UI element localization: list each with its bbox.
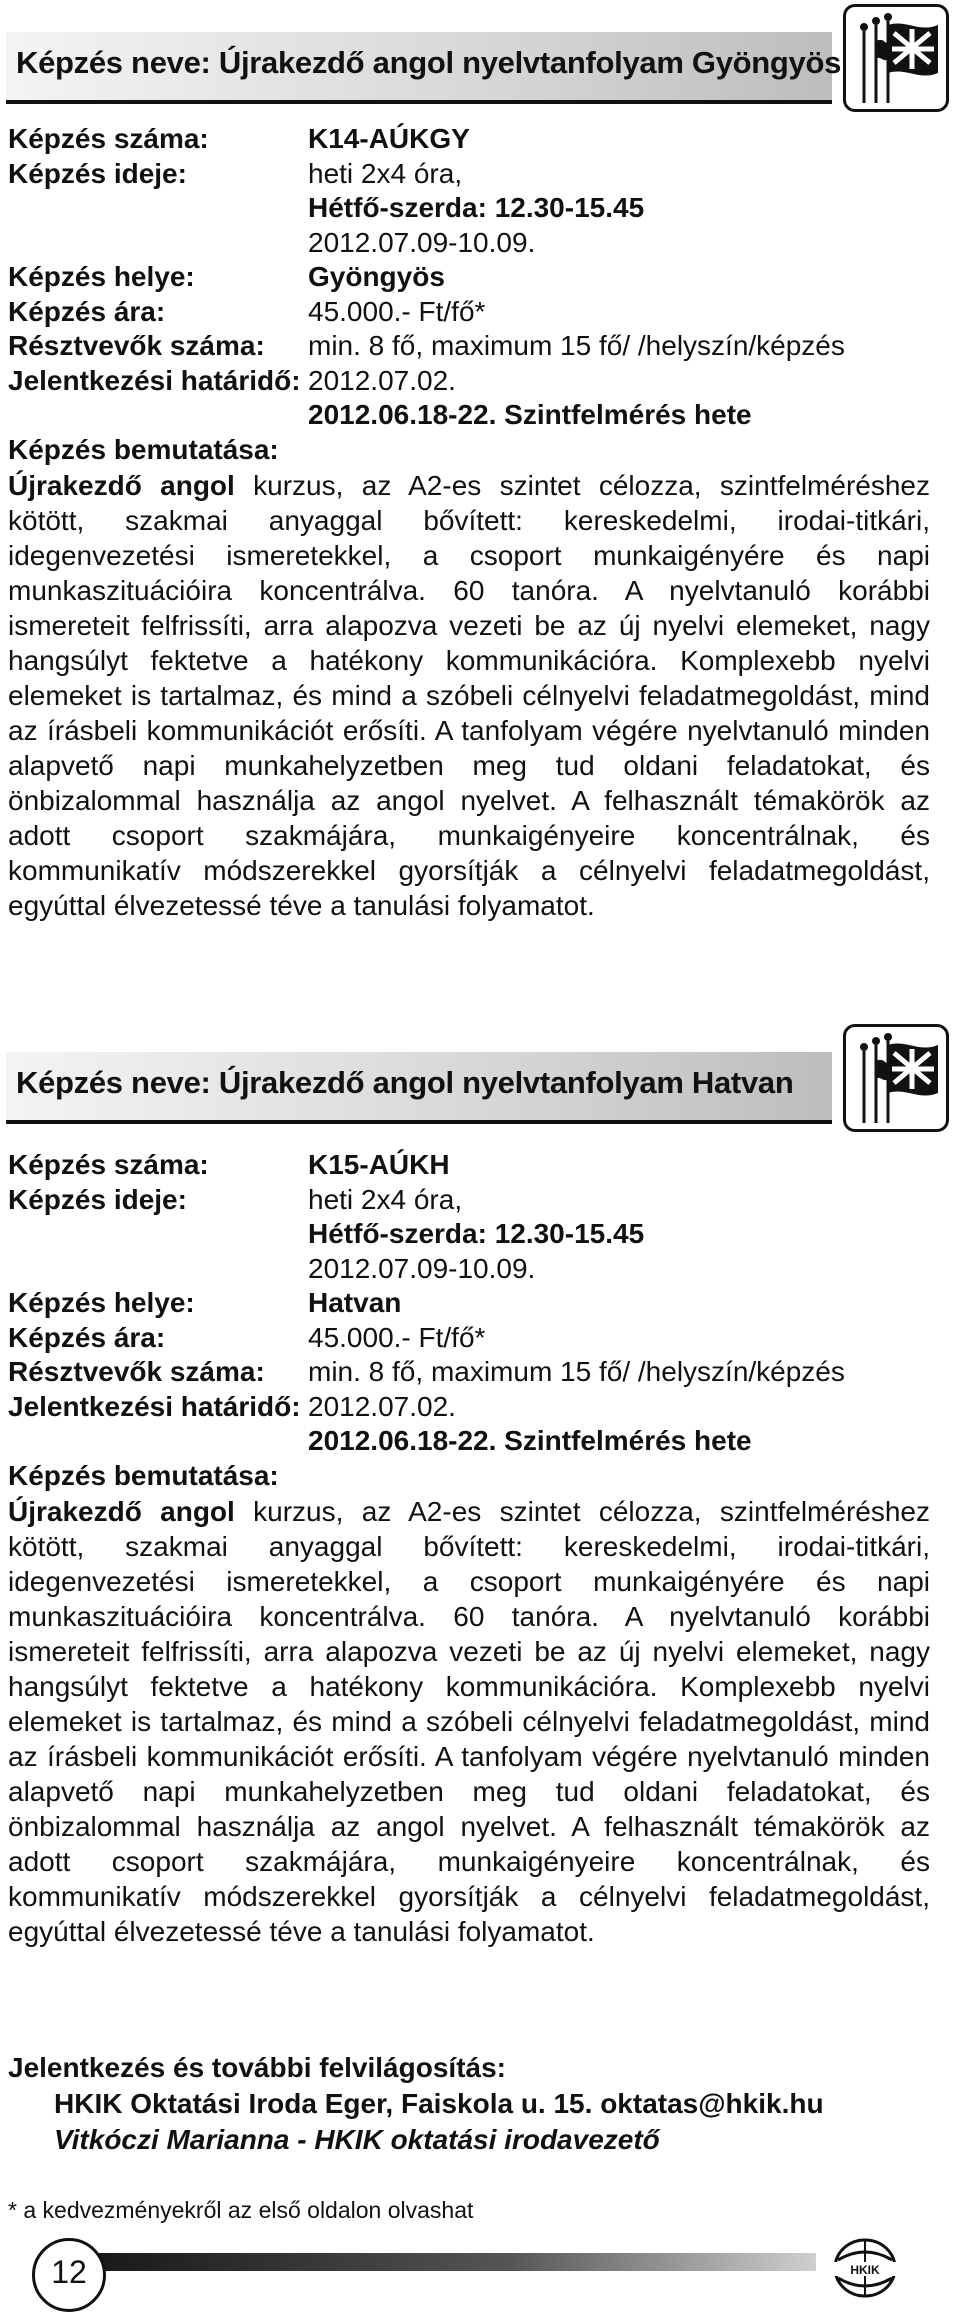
description-label: Képzés bemutatása: [8, 433, 279, 465]
contact-address: HKIK Oktatási Iroda Eger, Faiskola u. 15. oktatas@hkik.hu [54, 2088, 824, 2119]
footnote: * a kedvezményekről az első oldalon olvashat [8, 2197, 474, 2223]
detail-label: Jelentkezési határidő: [8, 1390, 301, 1422]
course-title: Képzés neve: Újrakezdő angol nyelvtanfolyam Hatvan [16, 1065, 794, 1100]
flags-logo-icon [843, 4, 949, 112]
course-description [8, 1494, 930, 1949]
flags-logo-icon [843, 1024, 949, 1132]
detail-value: 2012.07.02. [308, 364, 456, 396]
detail-value: Hétfő-szerda: 12.30-15.45 [308, 192, 645, 223]
detail-value: 2012.06.18-22. Szintfelmérés hete [308, 1425, 752, 1456]
contact-person: Vitkóczi Marianna - HKIK oktatási irodavezető [54, 2124, 660, 2155]
contact-block [8, 2050, 824, 2158]
hkik-logo-text: HKIK [850, 2263, 880, 2277]
detail-label: Képzés száma: [8, 123, 209, 154]
detail-label: Képzés helye: [8, 261, 195, 292]
description-label: Képzés bemutatása: [8, 1459, 279, 1491]
course-title: Képzés neve: Újrakezdő angol nyelvtanfolyam Gyöngyös [16, 45, 842, 80]
detail-label: Képzés ára: [8, 1321, 166, 1353]
detail-value: 2012.07.02. [308, 1390, 456, 1422]
detail-label: Képzés ideje: [8, 1183, 187, 1215]
contact-title: Jelentkezés és további felvilágosítás: [8, 2052, 506, 2083]
course-title-bar [6, 32, 842, 104]
description-text: kurzus, az A2-es szintet célozza, szintfelméréshez kötött, szakmai anyaggal bővített: kereskedelmi, irodai-titkári, idegenvezetési ismeretekkel, a csoport munkaigényére és napi munkaszituációira koncentrálva. 60 tanóra. A nyelvtanuló korábbi ismereteit felfrissíti, arra alapozva vezeti be az új nyelvi elemeket, nagy hangsúlyt fektetve a hatékony kommunikációra. Komplexebb nyelvi elemeket is tartalmaz, és mind a szóbeli célnyelvi feladatmegoldást, mind az írásbeli kommunikációt erősíti. A tanfolyam végére nyelvtanuló minden alapvető napi munkahelyzetben meg tud oldani feladatokat, és önbizalommal használja az angol nyelvet. A felhasznált témakörök az adott csoport szakmájára, munkaigényeire koncentrálnak, és kommunikatív módszerekkel gyorsítják a célnyelvi feladatmegoldást, egyúttal élvezetessé téve a tanulási folyamatot. [8, 1496, 930, 1947]
detail-label: Képzés ára: [8, 295, 166, 327]
detail-value: heti 2x4 óra, [308, 1183, 463, 1215]
detail-value: 2012.07.09-10.09. [308, 226, 536, 258]
description-highlight: Újrakezdő angol [8, 470, 235, 501]
description-text: kurzus, az A2-es szintet célozza, szintfelméréshez kötött, szakmai anyaggal bővített: kereskedelmi, irodai-titkári, idegenvezetési ismeretekkel, a csoport munkaigényére és napi munkaszituációira koncentrálva. 60 tanóra. A nyelvtanuló korábbi ismereteit felfrissíti, arra alapozva vezeti be az új nyelvi elemeket, nagy hangsúlyt fektetve a hatékony kommunikációra. Komplexebb nyelvi elemeket is tartalmaz, és mind a szóbeli célnyelvi feladatmegoldást, mind az írásbeli kommunikációt erősíti. A tanfolyam végére nyelvtanuló minden alapvető napi munkahelyzetben meg tud oldani feladatokat, és önbizalommal használja az angol nyelvet. A felhasznált témakörök az adott csoport szakmájára, munkaigényeire koncentrálnak, és kommunikatív módszerekkel gyorsítják a célnyelvi feladatmegoldást, egyúttal élvezetessé téve a tanulási folyamatot. [8, 470, 930, 921]
detail-label: Képzés ideje: [8, 157, 187, 189]
hkik-logo-icon [810, 2232, 920, 2304]
detail-value: Gyöngyös [308, 261, 445, 292]
detail-value: 45.000.- Ft/fő* [308, 295, 486, 327]
course-description [8, 468, 930, 923]
detail-value: Hatvan [308, 1287, 402, 1318]
detail-label: Képzés száma: [8, 1149, 209, 1180]
detail-label: Résztvevők száma: [8, 1356, 265, 1387]
detail-value: 2012.07.09-10.09. [308, 1252, 536, 1284]
detail-label: Résztvevők száma: [8, 330, 265, 361]
detail-label: Jelentkezési határidő: [8, 364, 301, 396]
detail-value: K15-AÚKH [308, 1149, 450, 1180]
course-title-bar [6, 1052, 832, 1124]
detail-value: 45.000.- Ft/fő* [308, 1321, 486, 1353]
detail-value: 2012.06.18-22. Szintfelmérés hete [308, 399, 752, 430]
detail-value: K14-AÚKGY [308, 123, 470, 154]
page-number: 12 [51, 2254, 87, 2290]
detail-value: Hétfő-szerda: 12.30-15.45 [308, 1218, 645, 1249]
description-highlight: Újrakezdő angol [8, 1496, 235, 1527]
detail-value: min. 8 fő, maximum 15 fő/ /helyszín/képzés [308, 330, 845, 361]
detail-label: Képzés helye: [8, 1287, 195, 1318]
detail-value: min. 8 fő, maximum 15 fő/ /helyszín/képzés [308, 1356, 845, 1387]
detail-value: heti 2x4 óra, [308, 157, 463, 189]
footer-bar [46, 2253, 816, 2271]
